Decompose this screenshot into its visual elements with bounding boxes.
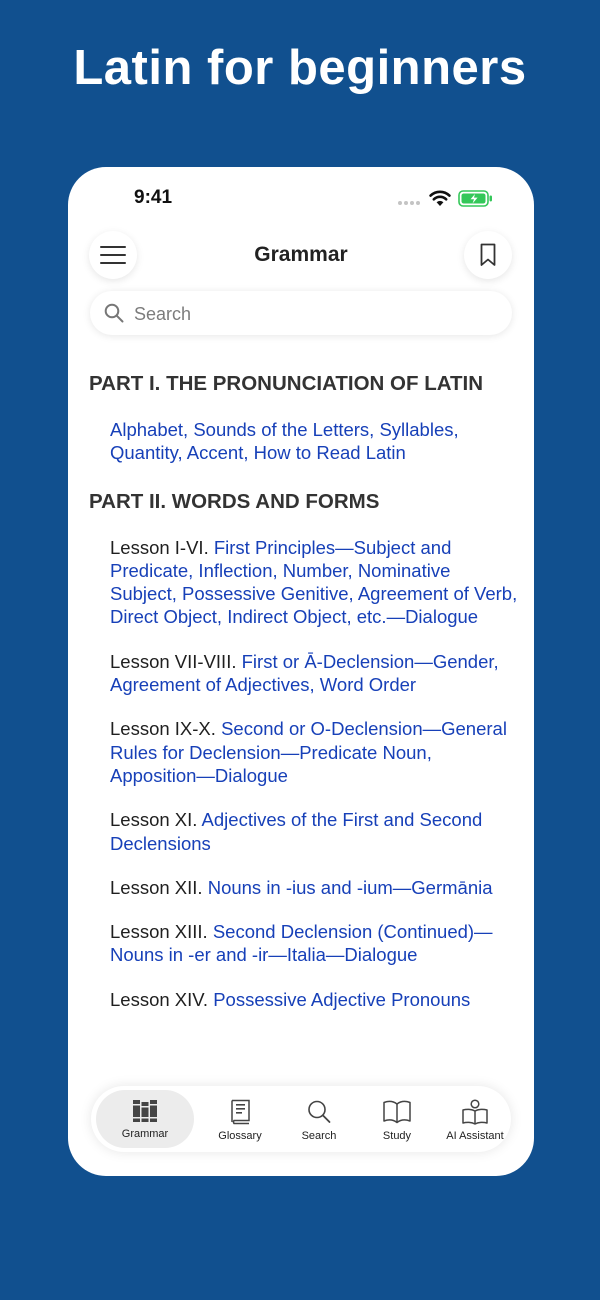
lesson-entry[interactable] xyxy=(110,876,519,899)
lesson-link[interactable]: First or Ā-Declension—Gender, Agreement of Adjectives, Word Order xyxy=(110,650,499,696)
phone-screen xyxy=(68,167,534,1176)
lesson-link[interactable]: Alphabet, Sounds of the Letters, Syllables, Quantity, Accent, How to Read Latin xyxy=(110,419,459,464)
tab-bar xyxy=(91,1086,511,1152)
lesson-link[interactable]: Adjectives of the First and Second Declensions xyxy=(110,809,483,854)
tab-label: AI Assistant xyxy=(446,1130,504,1142)
search-icon xyxy=(104,303,124,323)
lesson-entry[interactable] xyxy=(110,536,519,629)
status-time: 9:41 xyxy=(134,187,173,208)
tab-grammar[interactable] xyxy=(96,1090,194,1148)
tab-ai-assistant[interactable] xyxy=(436,1090,514,1148)
grammar-contents xyxy=(89,371,519,1011)
lesson-link[interactable]: Second or O-Declension—General Rules for Declension—Predicate Noun, Apposition—Dialogue xyxy=(110,718,507,786)
reading-person-icon xyxy=(460,1099,490,1125)
status-bar xyxy=(68,167,534,227)
lesson-number: Lesson XIV. xyxy=(110,988,209,1010)
lesson-entry[interactable] xyxy=(110,650,519,697)
part-heading: PART I. THE PRONUNCIATION OF LATIN xyxy=(89,372,484,395)
tab-glossary[interactable] xyxy=(201,1090,279,1148)
lesson-entry[interactable] xyxy=(110,717,519,787)
lesson-entry[interactable] xyxy=(110,988,519,1011)
lesson-link[interactable]: First Principles—Subject and Predicate, Inflection, Number, Nominative Subject, Possessive Genitive, Agreement of Verb, Direct Object, Indirect Object, etc.—Dialogue xyxy=(110,536,518,628)
open-book-icon xyxy=(382,1099,412,1125)
lesson-number: Lesson VII-VIII. xyxy=(110,650,237,672)
lesson-number: Lesson IX-X. xyxy=(110,718,216,740)
wifi-icon xyxy=(429,189,451,207)
promo-title: Latin for beginners xyxy=(73,41,527,95)
battery-icon xyxy=(458,190,493,207)
search-input[interactable] xyxy=(132,291,496,337)
page-title: Grammar xyxy=(254,243,348,266)
lesson-entry[interactable] xyxy=(110,920,519,967)
signal-icon xyxy=(398,201,422,219)
lesson-entry[interactable] xyxy=(110,808,519,855)
lesson-link[interactable]: Nouns in -ius and -ium—Germānia xyxy=(207,876,493,898)
tab-label: Search xyxy=(301,1130,337,1142)
bookmark-button[interactable] xyxy=(464,231,512,279)
lesson-number: Lesson XII. xyxy=(110,876,203,898)
lesson-number: Lesson I-VI. xyxy=(110,536,209,558)
search-icon xyxy=(307,1099,331,1125)
search-bar[interactable] xyxy=(90,291,512,335)
lesson-number: Lesson XIII. xyxy=(110,921,208,943)
lesson-number: Lesson XI. xyxy=(110,809,198,831)
books-icon xyxy=(132,1099,158,1123)
part-heading: PART II. WORDS AND FORMS xyxy=(89,489,380,513)
lesson-link[interactable]: Possessive Adjective Pronouns xyxy=(213,988,471,1010)
glossary-book-icon xyxy=(229,1099,251,1125)
tab-label: Glossary xyxy=(218,1130,262,1142)
lesson-entry[interactable] xyxy=(110,418,519,465)
tab-study[interactable] xyxy=(358,1090,436,1148)
tab-label: Study xyxy=(382,1130,412,1142)
tab-search[interactable] xyxy=(280,1090,358,1148)
bookmark-icon xyxy=(480,243,496,267)
tab-label: Grammar xyxy=(121,1128,169,1140)
lesson-link[interactable]: Second Declension (Continued)—Nouns in -er and -ir—Italia—Dialogue xyxy=(110,921,493,966)
